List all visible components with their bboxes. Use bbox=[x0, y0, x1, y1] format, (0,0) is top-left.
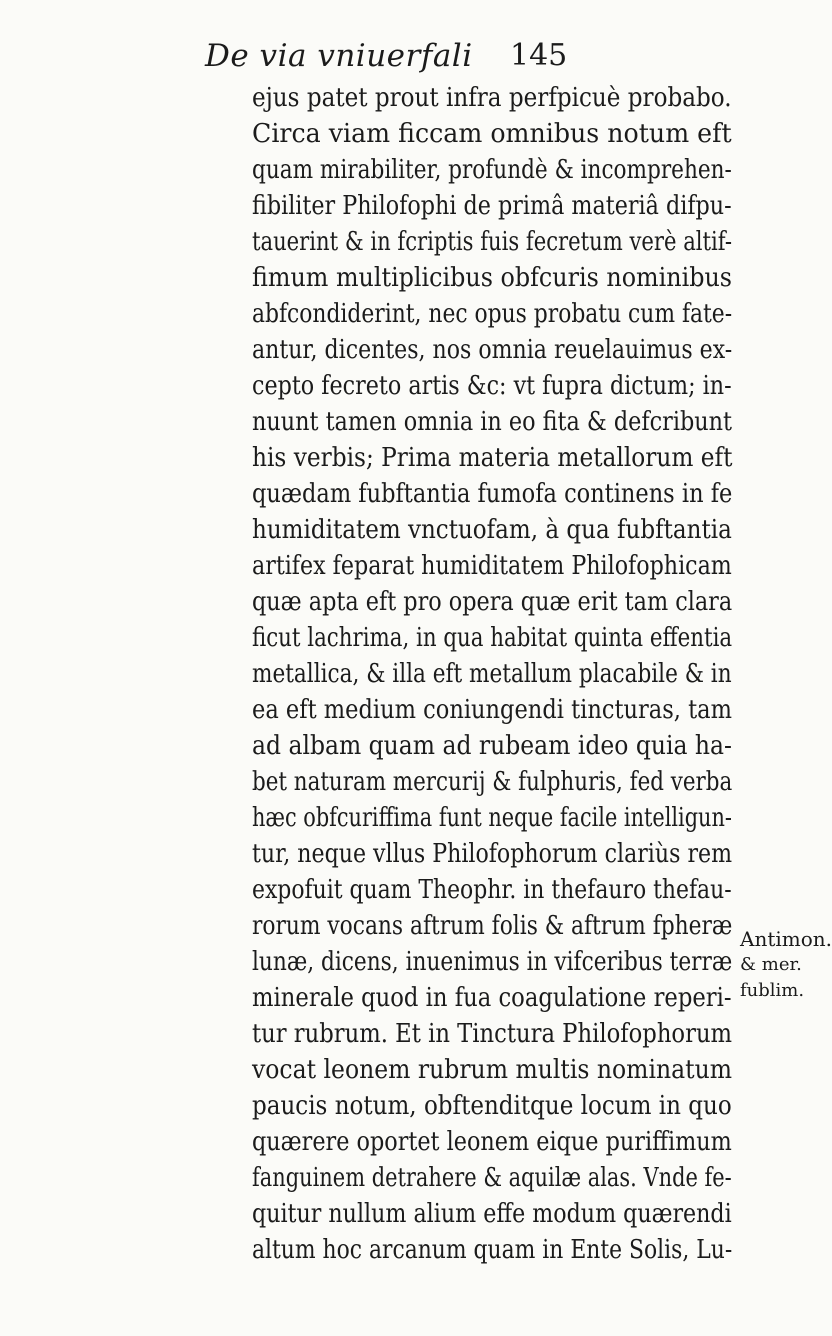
marginal-note-line: fublim. bbox=[740, 980, 805, 1001]
text-line: nuunt tamen omnia in eo fita & defcribunt bbox=[252, 407, 732, 437]
text-line: quam mirabiliter, profundè & incomprehen- bbox=[252, 155, 732, 185]
marginal-note-line: Antimon. bbox=[740, 927, 832, 951]
text-line: artifex feparat humiditatem Philofophicam bbox=[252, 551, 732, 581]
text-line: paucis notum, obftenditque locum in quo bbox=[252, 1091, 732, 1121]
text-line: quædam fubftantia fumofa continens in fe bbox=[252, 479, 733, 509]
text-line: ficut lachrima, in qua habitat quinta effentia bbox=[252, 623, 733, 653]
text-line: expofuit quam Theophr. in thefauro thefau- bbox=[252, 875, 732, 905]
marginal-note-line: & mer. bbox=[740, 954, 802, 975]
text-line: cepto fecreto artis &c: vt fupra dictum; in- bbox=[252, 371, 732, 401]
text-line: quæ apta eft pro opera quæ erit tam clara bbox=[252, 587, 733, 617]
text-line: quærere oportet leonem eique puriffimum bbox=[252, 1127, 732, 1157]
text-line: ejus patet prout infra perfpicuè probabo. bbox=[252, 83, 732, 113]
text-line: rorum vocans aftrum folis & aftrum fpheræ bbox=[252, 911, 733, 941]
text-line: bet naturam mercurij & fulphuris, fed verba bbox=[252, 767, 733, 797]
text-line: metallica, & illa eft metallum placabile & in bbox=[252, 659, 732, 689]
text-line: lunæ, dicens, inuenimus in vifceribus terræ bbox=[252, 947, 733, 977]
text-line: tauerint & in fcriptis fuis fecretum verè altif- bbox=[252, 227, 732, 257]
marginal-note bbox=[740, 926, 832, 1004]
text-line: fanguinem detrahere & aquilæ alas. Vnde fe- bbox=[252, 1163, 732, 1193]
body-text bbox=[252, 80, 732, 1268]
text-line: vocat leonem rubrum multis nominatum bbox=[252, 1055, 733, 1085]
text-line: fibiliter Philofophi de primâ materiâ difpu- bbox=[252, 191, 732, 221]
text-line: fimum multiplicibus obfcuris nominibus bbox=[252, 263, 733, 293]
text-line: tur rubrum. Et in Tinctura Philofophorum bbox=[252, 1019, 733, 1049]
text-line: his verbis; Prima materia metallorum eft bbox=[252, 443, 733, 473]
text-line: humiditatem vnctuofam, à qua fubftantia bbox=[252, 515, 732, 545]
text-line: altum hoc arcanum quam in Ente Solis, Lu- bbox=[252, 1235, 733, 1265]
text-line: quitur nullum alium effe modum quærendi bbox=[252, 1199, 732, 1229]
text-line: ad albam quam ad rubeam ideo quia ha- bbox=[252, 731, 732, 761]
text-line: abfcondiderint, nec opus probatu cum fate- bbox=[252, 299, 733, 329]
text-line: hæc obfcuriffima funt neque facile intelligun- bbox=[252, 803, 732, 833]
running-title: De via vniuerfali bbox=[205, 38, 473, 74]
page-header bbox=[205, 38, 635, 78]
page-number: 145 bbox=[510, 38, 568, 73]
text-line: Circa viam ficcam omnibus notum eft bbox=[252, 119, 732, 149]
text-line: ea eft medium coniungendi tincturas, tam bbox=[252, 695, 732, 725]
text-line: tur, neque vllus Philofophorum clariùs rem bbox=[252, 839, 733, 869]
text-line: antur, dicentes, nos omnia reuelauimus ex- bbox=[252, 335, 733, 365]
text-line: minerale quod in fua coagulatione reperi- bbox=[252, 983, 732, 1013]
